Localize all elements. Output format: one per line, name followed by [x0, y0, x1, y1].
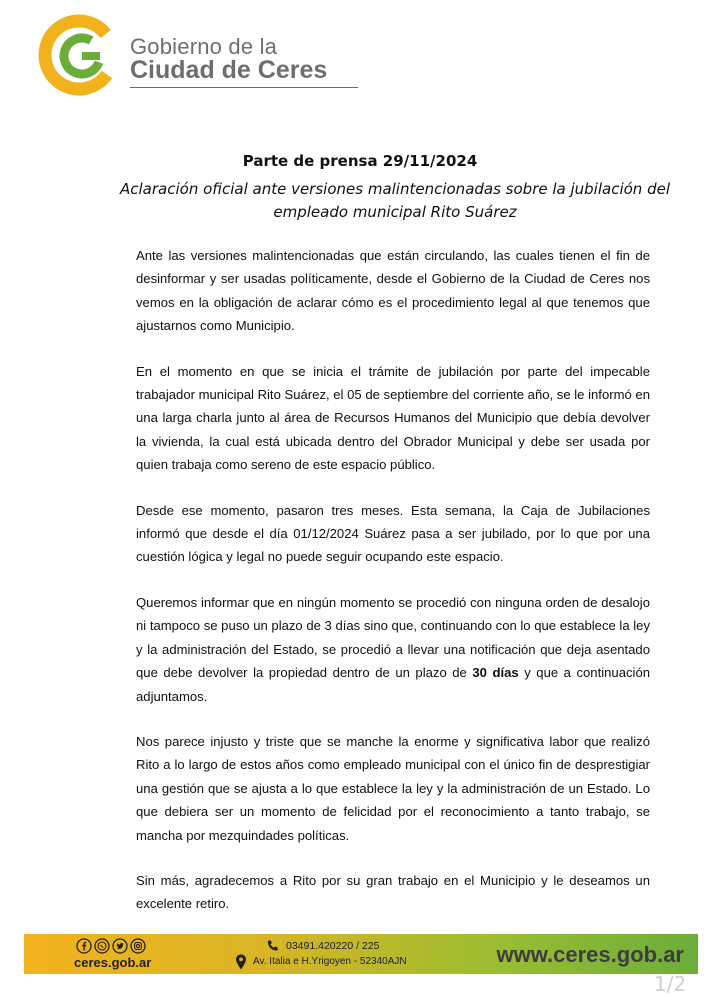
document-title: Parte de prensa 29/11/2024: [242, 152, 478, 170]
paragraph: Desde ese momento, pasaron tres meses. Esta semana, la Caja de Jubilaciones informó que desde el día 01/12/2024 Suárez pasa a ser jubilado, por lo que por una cuestión lógica y legal no puede seguir ocupando este espacio.: [136, 502, 650, 565]
org-name-line1: Gobierno de la: [130, 34, 278, 59]
instagram-icon[interactable]: [130, 938, 146, 954]
paragraph: Nos parece injusto y triste que se manche la enorme y significativa labor que realizó Rito a lo largo de estos años como empleado municipal con el único fin de desprestigiar una gestión que se ajusta a lo que establece la ley y la administración de un Estado. Lo que debiera ser un momento de felicidad por el reconocimiento a tanto trabajo, se mancha por mezquindades políticas.: [136, 733, 650, 843]
social-icons: [76, 938, 146, 954]
footer-banner: [24, 934, 698, 974]
header: [38, 14, 360, 90]
page-number: 1/2: [654, 972, 687, 996]
twitter-icon[interactable]: [112, 938, 128, 954]
whatsapp-icon[interactable]: [94, 938, 110, 954]
document-subtitle: Aclaración oficial ante versiones malintencionadas sobre la jubilación del empleado municipal Rito Suárez: [120, 180, 670, 221]
footer-website[interactable]: www.ceres.gob.ar: [496, 942, 684, 967]
paragraph: En el momento en que se inicia el trámite de jubilación por parte del impecable trabajador municipal Rito Suárez, el 05 de septiembre del corriente año, se le informó en una larga charla junto al área de Recursos Humanos del Municipio que debía devolver la vivienda, la cual está ubicada dentro del Obrador Municipal y debe ser usada por quien trabaja como sereno de este espacio público.: [136, 363, 650, 473]
footer-phone: 03491.420220 / 225: [286, 940, 380, 952]
paragraph: Sin más, agradecemos a Rito por su gran trabajo en el Municipio y le deseamos un excelente retiro.: [136, 872, 650, 912]
facebook-icon[interactable]: [76, 938, 92, 954]
ceres-logo-icon: [38, 14, 120, 96]
phone-icon: [266, 939, 280, 953]
paragraph-text: Queremos informar que en ningún momento se procedió con ninguna orden de desalojo ni tampoco se puso un plazo de 3 días sino que, continuando con lo que establece la ley y la administración del Estado, se procedió a llevar una notificación que deja asentado que debe devolver la propiedad dentro de un plazo de: [136, 594, 650, 681]
footer-website-small[interactable]: ceres.gob.ar: [74, 955, 152, 970]
paragraph-text: y que a continuación adjuntamos.: [136, 665, 651, 704]
paragraph: [136, 591, 650, 708]
footer-address: Av. Italia e H.Yrigoyen - 52340AJN: [253, 956, 407, 967]
deadline-emphasis: 30 días: [472, 665, 519, 681]
header-divider: [130, 87, 358, 88]
org-name-line2: Ciudad de Ceres: [130, 56, 328, 84]
location-pin-icon: [235, 954, 247, 970]
document-body: [136, 244, 650, 938]
paragraph: Ante las versiones malintencionadas que están circulando, las cuales tienen el fin de desinformar y ser usadas políticamente, desde el Gobierno de la Ciudad de Ceres nos vemos en la obligación de aclarar cómo es el procedimiento legal al que tenemos que ajustarnos como Municipio.: [136, 248, 650, 334]
